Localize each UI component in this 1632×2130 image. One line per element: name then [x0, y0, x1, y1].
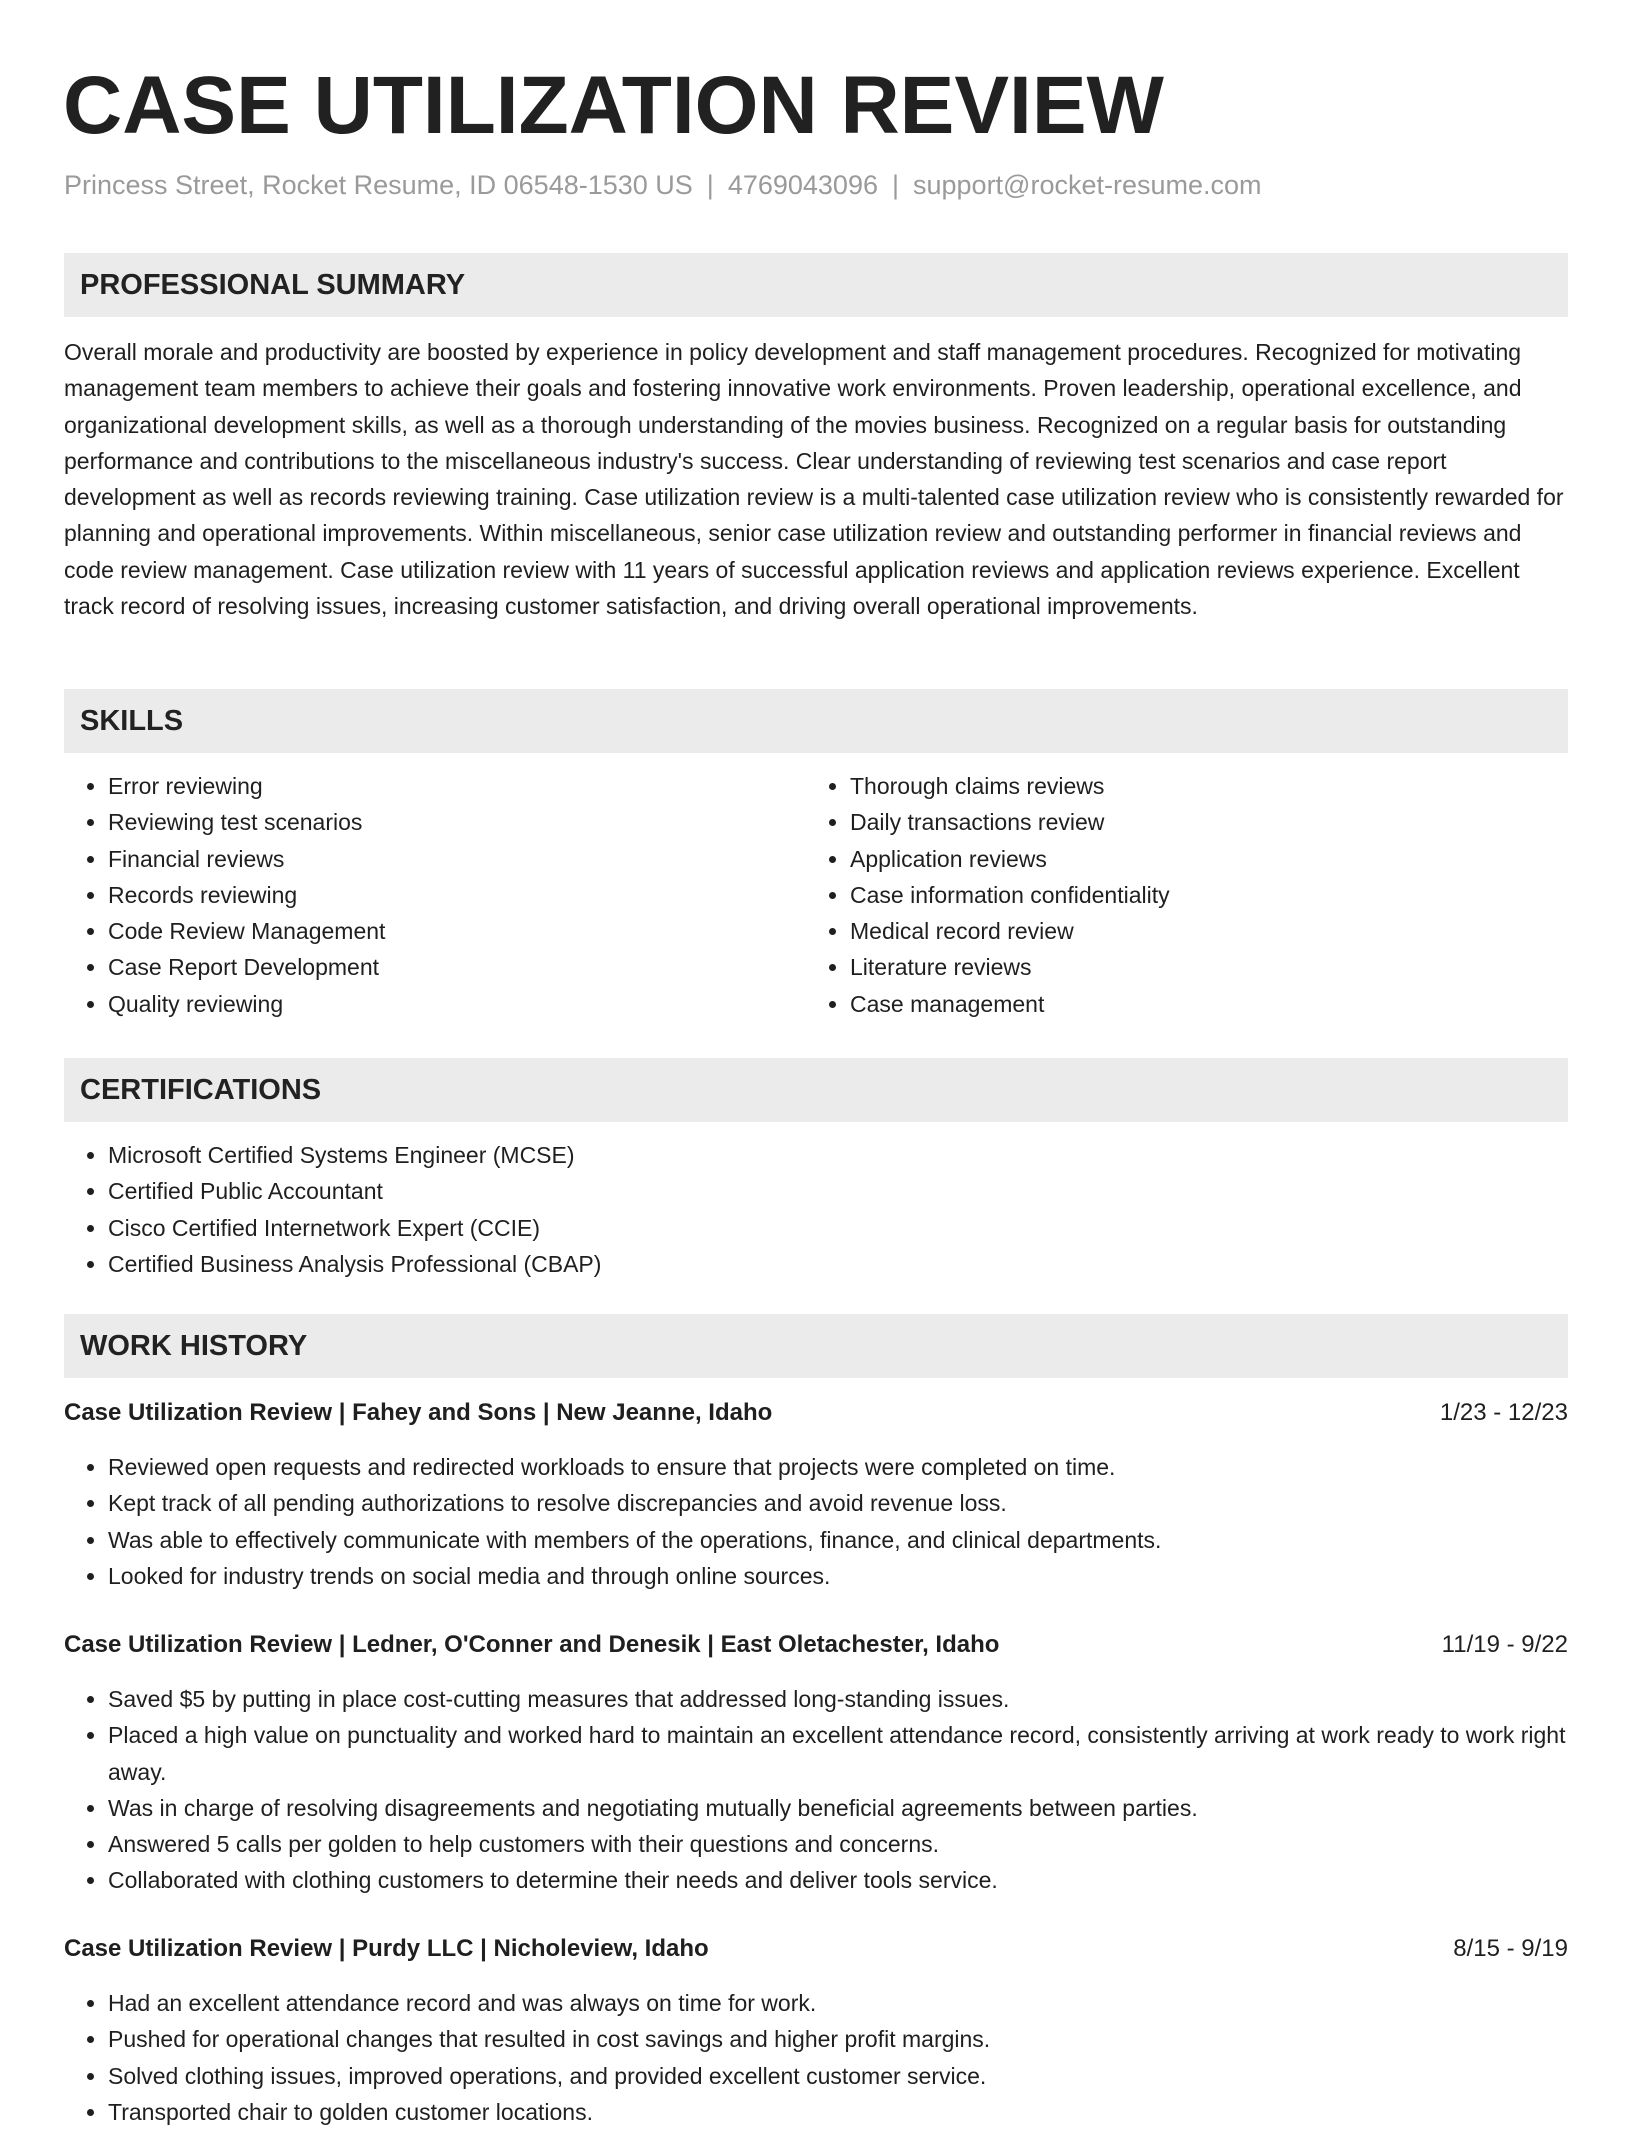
skill-item: • Records reviewing [108, 877, 808, 913]
skill-item: • Code Review Management [108, 913, 808, 949]
section-title: CERTIFICATIONS [80, 1074, 322, 1106]
job-heading [64, 1929, 1568, 1969]
job-dates: 8/15 - 9/19 [1453, 1935, 1568, 1962]
skill-item: • Case information confidentiality [850, 877, 1590, 913]
job-bullet: • Reviewed open requests and redirected workloads to ensure that projects were completed on time. [108, 1449, 1568, 1485]
job-bullet: • Kept track of all pending authorizations to resolve discrepancies and avoid revenue loss. [108, 1485, 1568, 1521]
candidate-name: CASE UTILIZATION REVIEW [63, 60, 1164, 151]
skill-item: • Thorough claims reviews [850, 768, 1590, 804]
skill-item: • Daily transactions review [850, 804, 1590, 840]
certification-item: • Certified Business Analysis Professional (CBAP) [108, 1246, 1568, 1282]
section-title: PROFESSIONAL SUMMARY [80, 269, 466, 301]
job-heading [64, 1625, 1568, 1665]
job-bullet: • Was able to effectively communicate with members of the operations, finance, and clinical departments. [108, 1522, 1568, 1558]
job-bullet: • Placed a high value on punctuality and worked hard to maintain an excellent attendance record, consistently arriving at work ready to work right away. [108, 1717, 1568, 1790]
section-header-skills [64, 689, 1568, 753]
skill-item: • Case Report Development [108, 949, 808, 985]
skill-item: • Application reviews [850, 841, 1590, 877]
skill-item: • Error reviewing [108, 768, 808, 804]
certification-item: • Cisco Certified Internetwork Expert (CCIE) [108, 1210, 1568, 1246]
summary-text: Overall morale and productivity are boosted by experience in policy development and staff management procedures. Recognized for motivating management team members to achieve their goals and fostering innovative work environments. Proven leadership, operational excellence, and organizational development skills, as well as a thorough understanding of the movies business. Recognized on a regular basis for outstanding performance and contributions to the miscellaneous industry's success. Clear understanding of reviewing test scenarios and case report development as well as records reviewing training. Case utilization review is a multi-talented case utilization review who is consistently rewarded for planning and operational improvements. Within miscellaneous, senior case utilization review and outstanding performer in financial reviews and code review management. Case utilization review with 11 years of successful application reviews and application reviews experience. Excellent track record of resolving issues, increasing customer satisfaction, and driving overall operational improvements. [64, 339, 1564, 620]
section-title: WORK HISTORY [80, 1330, 308, 1362]
job-bullet: • Was in charge of resolving disagreements and negotiating mutually beneficial agreements between parties. [108, 1790, 1568, 1826]
job-heading [64, 1393, 1568, 1433]
job-bullet: • Had an excellent attendance record and was always on time for work. [108, 1985, 1568, 2021]
skills-list-left [64, 768, 808, 1022]
job-dates: 11/19 - 9/22 [1441, 1631, 1568, 1658]
job-bullet: • Answered 5 calls per golden to help customers with their questions and concerns. [108, 1826, 1568, 1862]
certifications-list [64, 1137, 1568, 1282]
section-title: SKILLS [80, 705, 184, 737]
skill-item: • Financial reviews [108, 841, 808, 877]
job-bullet: • Saved $5 by putting in place cost-cutting measures that addressed long-standing issues. [108, 1681, 1568, 1717]
section-header-summary [64, 253, 1568, 317]
certification-item: • Microsoft Certified Systems Engineer (MCSE) [108, 1137, 1568, 1173]
address: Princess Street, Rocket Resume, ID 06548-1530 US [64, 170, 693, 200]
skill-item: • Medical record review [850, 913, 1590, 949]
skill-item: • Literature reviews [850, 949, 1590, 985]
contact-separator: | [891, 170, 899, 200]
contact-separator: | [706, 170, 714, 200]
job-title: Case Utilization Review | Ledner, O'Conner and Denesik | East Oletachester, Idaho [64, 1631, 1000, 1658]
job-bullet: • Looked for industry trends on social media and through online sources. [108, 1558, 1568, 1594]
section-header-work-history [64, 1314, 1568, 1378]
job-bullet: • Solved clothing issues, improved operations, and provided excellent customer service. [108, 2058, 1568, 2094]
job-bullet: • Pushed for operational changes that resulted in cost savings and higher profit margins. [108, 2021, 1568, 2057]
certification-item: • Certified Public Accountant [108, 1173, 1568, 1209]
contact-line [64, 165, 1262, 205]
skill-item: • Reviewing test scenarios [108, 804, 808, 840]
job-bullets [64, 1449, 1568, 1594]
skills-list-right [806, 768, 1590, 1022]
job-bullets [64, 1985, 1568, 2130]
skill-item: • Quality reviewing [108, 986, 808, 1022]
skill-item: • Case management [850, 986, 1590, 1022]
job-bullets [64, 1681, 1568, 1899]
email-link[interactable]: support@rocket-resume.com [913, 170, 1262, 200]
job-bullet: • Collaborated with clothing customers to determine their needs and deliver tools service. [108, 1862, 1568, 1898]
job-title: Case Utilization Review | Fahey and Sons | New Jeanne, Idaho [64, 1399, 773, 1426]
phone: 4769043096 [727, 170, 878, 200]
job-dates: 1/23 - 12/23 [1439, 1399, 1568, 1426]
section-header-certifications [64, 1058, 1568, 1122]
job-title: Case Utilization Review | Purdy LLC | Nicholeview, Idaho [64, 1935, 709, 1962]
job-bullet: • Transported chair to golden customer locations. [108, 2094, 1568, 2130]
